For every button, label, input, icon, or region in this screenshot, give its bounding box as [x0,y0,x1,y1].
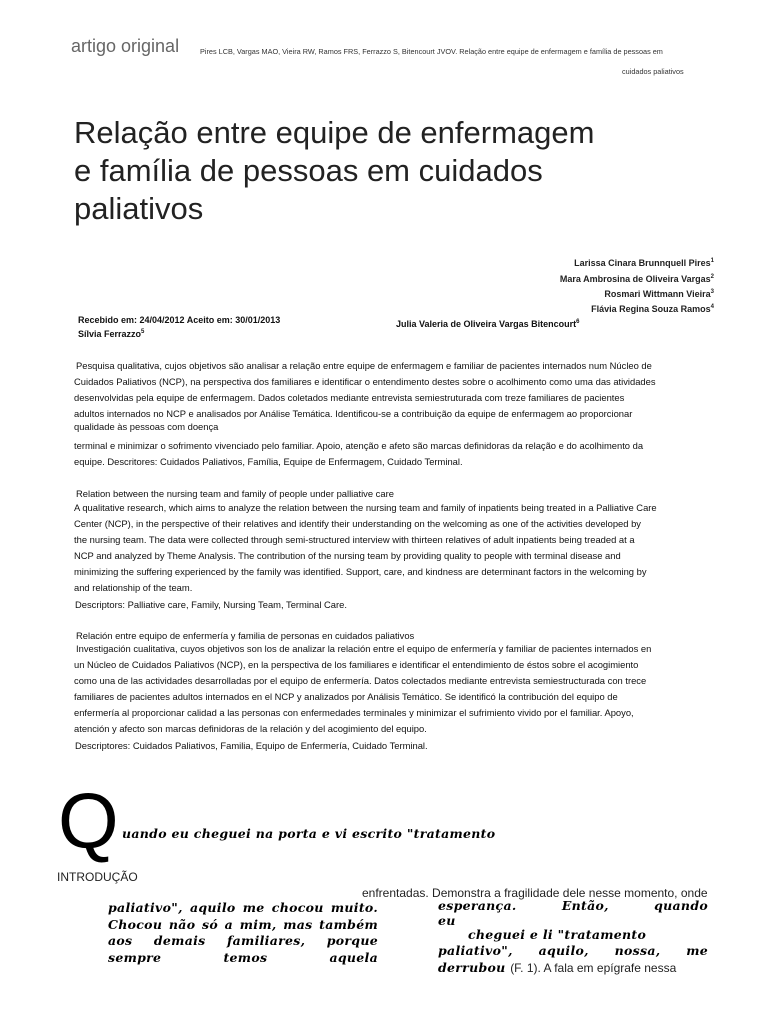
epigraph-quote-right-column [438,898,708,976]
abstract-english [74,500,716,596]
body-text-right-top: enfrentadas. Demonstra a fragilidade dele nesse momento, onde [362,886,708,900]
abstract-spanish [74,641,716,737]
author-4: Flávia Regina Souza Ramos$^4$ [591,304,714,314]
abstract-line: como una de las actividades desarrolladas por el equipo de enfermería. Datos colectados mediante entrevista semiestructurada con trece [74,675,647,686]
article-title [74,114,714,228]
author-6: Julia Valeria de Oliveira Vargas Bitencourt$^6$ [396,319,580,329]
abstract-line: adultos internados no NCP e analisados por Análise Temática. Identificou-se a contribuição da equipe de enfermagem ao proporcionar [74,408,633,419]
abstract-line: familiares de pacientes adultos internados en el NCP y analizados por Análisis Temático. Se identificó la contribución del equipo de [74,691,618,702]
abstract-line: desenvolvidas pela equipe de enfermagem. Dados coletados mediante entrevista semiestruturada com treze familiares de pacientes [74,392,625,403]
abstract-spanish-title: Relación entre equipo de enfermería y familia de personas en cuidados paliativos [76,630,415,641]
received-accepted-dates: Recebido em: 24/04/2012 Aceito em: 30/01/2013 [78,315,281,325]
quote-line: cheguei e li "tratamento [468,926,647,942]
body-text-right-tail: (F. 1). A fala em epígrafe nessa [510,960,677,975]
author-2: Mara Ambrosina de Oliveira Vargas$^2$ [559,274,714,284]
quote-line [438,960,708,977]
abstract-line: NCP and analyzed by Theme Analysis. The contribution of the nursing team by providing quality to people with terminal disease and [74,550,621,561]
abstract-english-title: Relation between the nursing team and family of people under palliative care [76,488,394,499]
quote-word: derrubou [438,959,506,975]
abstract-line: Cuidados Paliativos (NCP), na perspectiva dos familiares e identificar o entendimento destes sobre o acolhimento como uma das atividades [74,376,656,387]
abstract-portuguese [74,358,716,470]
abstract-line: Investigación cualitativa, cuyos objetivos son los de analizar la relación entre el equipo de enfermería y familiar de pacientes internados en [76,643,652,654]
title-line: e família de pessoas em cuidados [74,153,543,188]
introduction-heading: INTRODUÇÃO [57,870,138,884]
abstract-line: minimizing the suffering experienced by the family was identified. Support, care, and kindness are determinant factors in the welcoming by [74,566,647,577]
quote-line: esperança. Então, quando [438,898,708,913]
epigraph-quote-first-line: uando eu cheguei na porta e vi escrito "tratamento [122,826,496,841]
author-1: Larissa Cinara Brunnquell Pires$^1$ [574,258,714,268]
abstract-line: qualidade às pessoas com doença [74,421,219,432]
author-5: Sílvia Ferrazzo$^5$ [78,329,145,339]
abstract-english-descriptors: Descriptors: Palliative care, Family, Nursing Team, Terminal Care. [75,599,347,610]
abstract-line: the nursing team. The data were collected through semi-structured interview with thirteen relatives of adult inpatients being treaded at a [74,534,635,545]
quote-line: paliativo", aquilo, nossa, me [438,943,708,958]
citation-line-1: Pires LCB, Vargas MAO, Vieira RW, Ramos FRS, Ferrazzo S, Bitencourt JVOV. Relação entre equipe de enfermagem e família de pessoas em [200,47,663,56]
abstract-spanish-descriptors: Descriptores: Cuidados Paliativos, Familia, Equipo de Enfermería, Cuidado Terminal. [75,740,428,751]
title-line: Relação entre equipe de enfermagem [74,115,595,150]
abstract-line: Center (NCP), in the perspective of their relatives and identify their understanding on the welcoming as one of the activities developed by [74,518,641,529]
abstract-line: Pesquisa qualitativa, cujos objetivos são analisar a relação entre equipe de enfermagem e familiar de pacientes internados num Núcleo de [76,360,652,371]
drop-cap: Q [58,777,119,865]
citation-line-2: cuidados paliativos [622,67,684,76]
abstract-line: enfermería al proporcionar calidad a las personas con enfermedades terminales y minimizar el sufrimiento vivido por el familiar. Apoyo, [74,707,634,718]
abstract-line: and relationship of the team. [74,582,193,593]
abstract-line: atención y afecto son marcas definidoras de la relación y del acogimiento del equipo. [74,723,427,734]
epigraph-quote-left-column: paliativo", aquilo me chocou muito. Chocou não só a mim, mas também aos demais familiares, porque sempre temos aquela [108,900,378,965]
abstract-line: A qualitative research, which aims to analyze the relation between the nursing team and family of inpatients being treated in a Palliative Care [74,502,657,513]
article-type-label: artigo original [71,36,180,56]
quote-line: eu [438,912,456,928]
abstract-line: terminal e minimizar o sofrimento vivenciado pelo familiar. Apoio, atenção e afeto são marcas definidoras da relação e do acolhimento da [74,440,644,451]
author-3: Rosmari Wittmann Vieira$^3$ [604,289,714,299]
title-line: paliativos [74,191,204,226]
abstract-line: equipe. Descritores: Cuidados Paliativos, Família, Equipe de Enfermagem, Cuidado Terminal. [74,456,463,467]
abstract-line: un Núcleo de Cuidados Paliativos (NCP), en la perspectiva de los familiares e identificar el entendimiento de éstos sobre el acogimiento [74,659,639,670]
